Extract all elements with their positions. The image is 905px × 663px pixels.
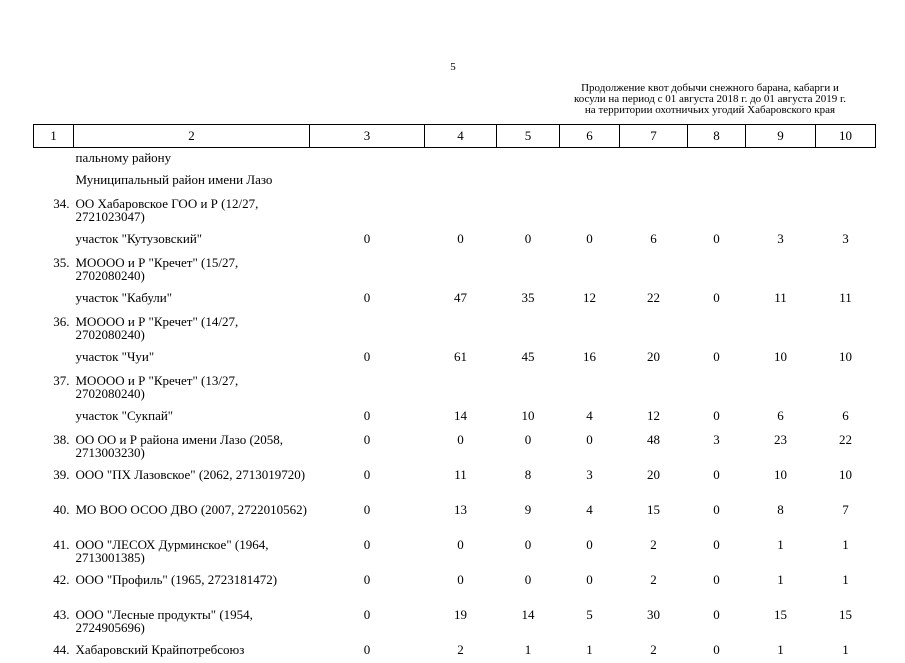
quota-value-col-8: 0 xyxy=(688,287,746,311)
quota-value-col-4: 2 xyxy=(425,639,497,663)
row-number xyxy=(34,169,74,193)
quota-value-col-5: 35 xyxy=(497,287,560,311)
quota-value-col-10: 15 xyxy=(816,604,876,639)
quota-value-col-4 xyxy=(425,370,497,405)
quota-value-col-5: 8 xyxy=(497,464,560,499)
table-row xyxy=(34,148,876,170)
table-row xyxy=(34,604,876,639)
quota-value-col-6 xyxy=(560,311,620,346)
quota-value-col-3: 0 xyxy=(310,534,425,569)
quota-value-col-4: 13 xyxy=(425,499,497,534)
hunting-ground-name: ОО Хабаровское ГОО и Р (12/27, 2721023047) xyxy=(74,193,310,228)
quota-value-col-9: 3 xyxy=(746,228,816,252)
quota-value-col-7: 30 xyxy=(620,604,688,639)
quota-value-col-8: 0 xyxy=(688,639,746,663)
quota-value-col-8 xyxy=(688,370,746,405)
quota-value-col-4: 19 xyxy=(425,604,497,639)
quota-value-col-3 xyxy=(310,169,425,193)
table-row xyxy=(34,569,876,604)
hunting-ground-name: ООО "Профиль" (1965, 2723181472) xyxy=(74,569,310,604)
quota-value-col-9 xyxy=(746,370,816,405)
row-number: 38. xyxy=(34,429,74,464)
hunting-ground-name: МОООО и Р "Кречет" (14/27, 2702080240) xyxy=(74,311,310,346)
quota-value-col-6: 4 xyxy=(560,405,620,429)
table-row xyxy=(34,346,876,370)
row-number: 40. xyxy=(34,499,74,534)
quota-value-col-9 xyxy=(746,311,816,346)
column-header: 7 xyxy=(620,125,688,148)
quota-value-col-10 xyxy=(816,252,876,287)
row-number: 41. xyxy=(34,534,74,569)
quota-value-col-6: 4 xyxy=(560,499,620,534)
quota-value-col-10: 10 xyxy=(816,464,876,499)
quota-value-col-4: 0 xyxy=(425,569,497,604)
quota-value-col-4: 11 xyxy=(425,464,497,499)
quota-value-col-5: 0 xyxy=(497,534,560,569)
header-line: на территории охотничьих угодий Хабаровского края xyxy=(549,105,871,116)
quota-table xyxy=(33,124,876,663)
quota-value-col-7 xyxy=(620,193,688,228)
row-number: 35. xyxy=(34,252,74,287)
quota-value-col-9: 8 xyxy=(746,499,816,534)
table-row xyxy=(34,464,876,499)
quota-value-col-9 xyxy=(746,169,816,193)
table-row xyxy=(34,169,876,193)
quota-value-col-5 xyxy=(497,148,560,170)
quota-value-col-9: 1 xyxy=(746,569,816,604)
quota-value-col-8 xyxy=(688,252,746,287)
row-number xyxy=(34,346,74,370)
quota-value-col-5: 45 xyxy=(497,346,560,370)
quota-value-col-9 xyxy=(746,148,816,170)
quota-value-col-9: 23 xyxy=(746,429,816,464)
quota-value-col-8 xyxy=(688,311,746,346)
quota-value-col-5 xyxy=(497,370,560,405)
quota-value-col-10: 7 xyxy=(816,499,876,534)
quota-value-col-8: 0 xyxy=(688,464,746,499)
quota-value-col-9: 6 xyxy=(746,405,816,429)
row-number: 36. xyxy=(34,311,74,346)
table-row xyxy=(34,287,876,311)
column-header: 6 xyxy=(560,125,620,148)
quota-value-col-9: 15 xyxy=(746,604,816,639)
quota-value-col-4 xyxy=(425,252,497,287)
quota-value-col-7: 48 xyxy=(620,429,688,464)
quota-value-col-5: 9 xyxy=(497,499,560,534)
quota-value-col-10 xyxy=(816,193,876,228)
quota-value-col-4 xyxy=(425,193,497,228)
quota-value-col-6: 12 xyxy=(560,287,620,311)
column-number-row xyxy=(34,125,876,148)
quota-value-col-5 xyxy=(497,169,560,193)
row-number xyxy=(34,228,74,252)
table-row xyxy=(34,370,876,405)
quota-value-col-6 xyxy=(560,370,620,405)
quota-value-col-3: 0 xyxy=(310,639,425,663)
quota-value-col-8: 0 xyxy=(688,405,746,429)
hunting-ground-name: участок "Кабули" xyxy=(74,287,310,311)
quota-value-col-9: 10 xyxy=(746,464,816,499)
quota-value-col-3: 0 xyxy=(310,569,425,604)
quota-value-col-6: 0 xyxy=(560,228,620,252)
hunting-ground-name: МОООО и Р "Кречет" (15/27, 2702080240) xyxy=(74,252,310,287)
quota-value-col-3: 0 xyxy=(310,604,425,639)
quota-value-col-8: 0 xyxy=(688,228,746,252)
quota-value-col-5 xyxy=(497,193,560,228)
header-line: Продолжение квот добычи снежного барана, кабарги и xyxy=(549,83,871,94)
quota-value-col-3 xyxy=(310,148,425,170)
quota-value-col-8: 0 xyxy=(688,569,746,604)
quota-value-col-3 xyxy=(310,193,425,228)
quota-value-col-8: 0 xyxy=(688,604,746,639)
header-line: косули на период с 01 августа 2018 г. до 01 августа 2019 г. xyxy=(549,94,871,105)
row-number: 42. xyxy=(34,569,74,604)
quota-value-col-7 xyxy=(620,252,688,287)
quota-value-col-9 xyxy=(746,252,816,287)
hunting-ground-name: ООО "Лесные продукты" (1954, 2724905696) xyxy=(74,604,310,639)
quota-value-col-7: 12 xyxy=(620,405,688,429)
document-header xyxy=(549,83,871,116)
quota-value-col-7 xyxy=(620,311,688,346)
quota-value-col-4: 47 xyxy=(425,287,497,311)
quota-value-col-10: 6 xyxy=(816,405,876,429)
column-header: 8 xyxy=(688,125,746,148)
quota-value-col-10 xyxy=(816,148,876,170)
quota-value-col-6: 0 xyxy=(560,429,620,464)
quota-value-col-6 xyxy=(560,169,620,193)
row-number: 44. xyxy=(34,639,74,663)
quota-value-col-8 xyxy=(688,148,746,170)
quota-value-col-6 xyxy=(560,193,620,228)
hunting-ground-name: ООО "ПХ Лазовское" (2062, 2713019720) xyxy=(74,464,310,499)
quota-value-col-3: 0 xyxy=(310,499,425,534)
table-row xyxy=(34,193,876,228)
quota-value-col-7: 2 xyxy=(620,569,688,604)
quota-value-col-3 xyxy=(310,311,425,346)
quota-value-col-10: 22 xyxy=(816,429,876,464)
quota-value-col-6 xyxy=(560,148,620,170)
quota-value-col-3: 0 xyxy=(310,228,425,252)
quota-value-col-8: 0 xyxy=(688,534,746,569)
hunting-ground-name: пальному району xyxy=(74,148,310,170)
quota-value-col-4: 61 xyxy=(425,346,497,370)
table-row xyxy=(34,311,876,346)
quota-value-col-7: 6 xyxy=(620,228,688,252)
quota-value-col-6: 3 xyxy=(560,464,620,499)
quota-value-col-3 xyxy=(310,252,425,287)
quota-value-col-4: 0 xyxy=(425,228,497,252)
quota-value-col-5: 1 xyxy=(497,639,560,663)
quota-value-col-7: 20 xyxy=(620,346,688,370)
quota-value-col-6: 5 xyxy=(560,604,620,639)
page-number: 5 xyxy=(445,61,461,73)
quota-value-col-7: 15 xyxy=(620,499,688,534)
table-row xyxy=(34,534,876,569)
table-row xyxy=(34,405,876,429)
quota-value-col-5 xyxy=(497,252,560,287)
quota-value-col-3: 0 xyxy=(310,464,425,499)
quota-value-col-6 xyxy=(560,252,620,287)
quota-value-col-4 xyxy=(425,169,497,193)
quota-value-col-3: 0 xyxy=(310,405,425,429)
quota-value-col-9 xyxy=(746,193,816,228)
quota-value-col-4 xyxy=(425,311,497,346)
row-number: 37. xyxy=(34,370,74,405)
quota-value-col-10: 1 xyxy=(816,569,876,604)
row-number: 39. xyxy=(34,464,74,499)
quota-value-col-9: 1 xyxy=(746,534,816,569)
quota-value-col-7: 22 xyxy=(620,287,688,311)
quota-value-col-8 xyxy=(688,193,746,228)
row-number xyxy=(34,405,74,429)
table-row xyxy=(34,499,876,534)
quota-value-col-7 xyxy=(620,148,688,170)
quota-value-col-10 xyxy=(816,370,876,405)
quota-value-col-9: 1 xyxy=(746,639,816,663)
column-header: 10 xyxy=(816,125,876,148)
quota-value-col-7: 2 xyxy=(620,639,688,663)
quota-value-col-10: 1 xyxy=(816,639,876,663)
quota-value-col-10 xyxy=(816,169,876,193)
quota-value-col-5 xyxy=(497,311,560,346)
quota-value-col-4: 0 xyxy=(425,534,497,569)
quota-value-col-6: 16 xyxy=(560,346,620,370)
quota-value-col-5: 0 xyxy=(497,569,560,604)
table-row xyxy=(34,639,876,663)
row-number xyxy=(34,148,74,170)
quota-value-col-10 xyxy=(816,311,876,346)
column-header: 3 xyxy=(310,125,425,148)
hunting-ground-name: ОО ОО и Р района имени Лазо (2058, 2713003230) xyxy=(74,429,310,464)
quota-value-col-10: 10 xyxy=(816,346,876,370)
hunting-ground-name: участок "Чуи" xyxy=(74,346,310,370)
hunting-ground-name: ООО "ЛЕСОХ Дурминское" (1964, 2713001385) xyxy=(74,534,310,569)
hunting-ground-name: Хабаровский Крайпотребсоюз xyxy=(74,639,310,663)
quota-value-col-3: 0 xyxy=(310,429,425,464)
quota-value-col-5: 14 xyxy=(497,604,560,639)
quota-value-col-8: 3 xyxy=(688,429,746,464)
hunting-ground-name: Муниципальный район имени Лазо xyxy=(74,169,310,193)
quota-value-col-10: 11 xyxy=(816,287,876,311)
column-header: 1 xyxy=(34,125,74,148)
quota-value-col-8 xyxy=(688,169,746,193)
table-body xyxy=(34,148,876,663)
quota-value-col-5: 10 xyxy=(497,405,560,429)
hunting-ground-name: МО ВОО ОСОО ДВО (2007, 2722010562) xyxy=(74,499,310,534)
quota-value-col-7: 20 xyxy=(620,464,688,499)
quota-value-col-9: 10 xyxy=(746,346,816,370)
quota-value-col-9: 11 xyxy=(746,287,816,311)
quota-value-col-5: 0 xyxy=(497,228,560,252)
row-number: 43. xyxy=(34,604,74,639)
column-header: 5 xyxy=(497,125,560,148)
column-header: 4 xyxy=(425,125,497,148)
quota-value-col-6: 0 xyxy=(560,569,620,604)
row-number xyxy=(34,287,74,311)
table-row xyxy=(34,228,876,252)
quota-value-col-3 xyxy=(310,370,425,405)
quota-value-col-10: 3 xyxy=(816,228,876,252)
quota-value-col-4: 0 xyxy=(425,429,497,464)
quota-value-col-6: 0 xyxy=(560,534,620,569)
quota-value-col-8: 0 xyxy=(688,346,746,370)
hunting-ground-name: участок "Кутузовский" xyxy=(74,228,310,252)
quota-value-col-3: 0 xyxy=(310,287,425,311)
table-row xyxy=(34,429,876,464)
table-row xyxy=(34,252,876,287)
quota-value-col-7: 2 xyxy=(620,534,688,569)
column-header: 9 xyxy=(746,125,816,148)
hunting-ground-name: МОООО и Р "Кречет" (13/27, 2702080240) xyxy=(74,370,310,405)
column-header: 2 xyxy=(74,125,310,148)
quota-value-col-4: 14 xyxy=(425,405,497,429)
quota-value-col-7 xyxy=(620,169,688,193)
quota-value-col-8: 0 xyxy=(688,499,746,534)
quota-value-col-7 xyxy=(620,370,688,405)
quota-value-col-3: 0 xyxy=(310,346,425,370)
quota-value-col-4 xyxy=(425,148,497,170)
hunting-ground-name: участок "Сукпай" xyxy=(74,405,310,429)
quota-value-col-10: 1 xyxy=(816,534,876,569)
row-number: 34. xyxy=(34,193,74,228)
quota-value-col-5: 0 xyxy=(497,429,560,464)
quota-value-col-6: 1 xyxy=(560,639,620,663)
